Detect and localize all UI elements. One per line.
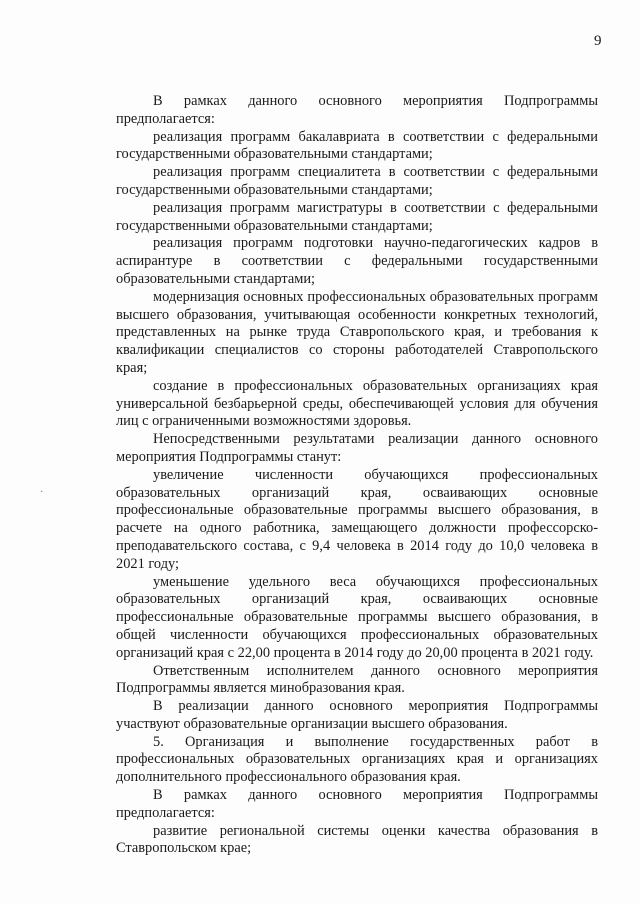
paragraph: модернизация основных профессиональных образовательных программ высшего образования, учитывающая особенности конкретных технологий, представленных на рынке труда Ставропольского края, и требования к квалификации специалистов со стороны работодателей Ставропольского края; <box>116 288 598 376</box>
paragraph: реализация программ магистратуры в соответствии с федеральными государственными образовательными стандартами; <box>116 199 598 234</box>
body-text <box>116 93 598 858</box>
margin-mark: · <box>40 487 44 498</box>
paragraph: создание в профессиональных образовательных организациях края универсальной безбарьерной среды, обеспечивающей условия для обучения лиц с ограниченными возможностями здоровья. <box>116 377 598 430</box>
paragraph: реализация программ специалитета в соответствии с федеральными государственными образовательными стандартами; <box>116 164 598 198</box>
paragraph: реализация программ подготовки научно-педагогических кадров в аспирантуре в соответствии с федеральными государственными образовательными стандартами; <box>116 235 598 287</box>
paragraph: В реализации данного основного мероприятия Подпрограммы участвуют образовательные организации высшего образования. <box>116 698 598 732</box>
paragraph: увеличение численности обучающихся профессиональных образовательных организаций края, осваивающих основные профессиональные образовательные программы высшего образования, в расчете на одного работника, замещающего должности профессорско-преподавательского состава, с 9,4 человека в 2014 году до 10,0 человека в 2021 году; <box>116 466 598 572</box>
page-number: 9 <box>594 33 602 49</box>
paragraph: В рамках данного основного мероприятия Подпрограммы предполагается: <box>116 93 598 127</box>
paragraph: В рамках данного основного мероприятия Подпрограммы предполагается: <box>116 787 598 821</box>
paragraph: Ответственным исполнителем данного основного мероприятия Подпрограммы является минобразования края. <box>116 662 598 697</box>
paragraph: 5. Организация и выполнение государственных работ в профессиональных образовательных организациях края и организациях дополнительного профессионального образования края. <box>116 733 598 786</box>
paragraph: уменьшение удельного веса обучающихся профессиональных образовательных организаций края, осваивающих основные профессиональные образовательные программы высшего образования, в общей численности обучающихся профессиональных образовательных организаций края с 22,00 процента в 2014 году до 20,00 процента в 2021 году. <box>116 573 598 661</box>
paragraph: реализация программ бакалавриата в соответствии с федеральными государственными образовательными стандартами; <box>116 128 598 163</box>
paragraph: Непосредственными результатами реализации данного основного мероприятия Подпрограммы станут: <box>116 431 598 465</box>
paragraph: развитие региональной системы оценки качества образования в Ставропольском крае; <box>116 822 598 857</box>
